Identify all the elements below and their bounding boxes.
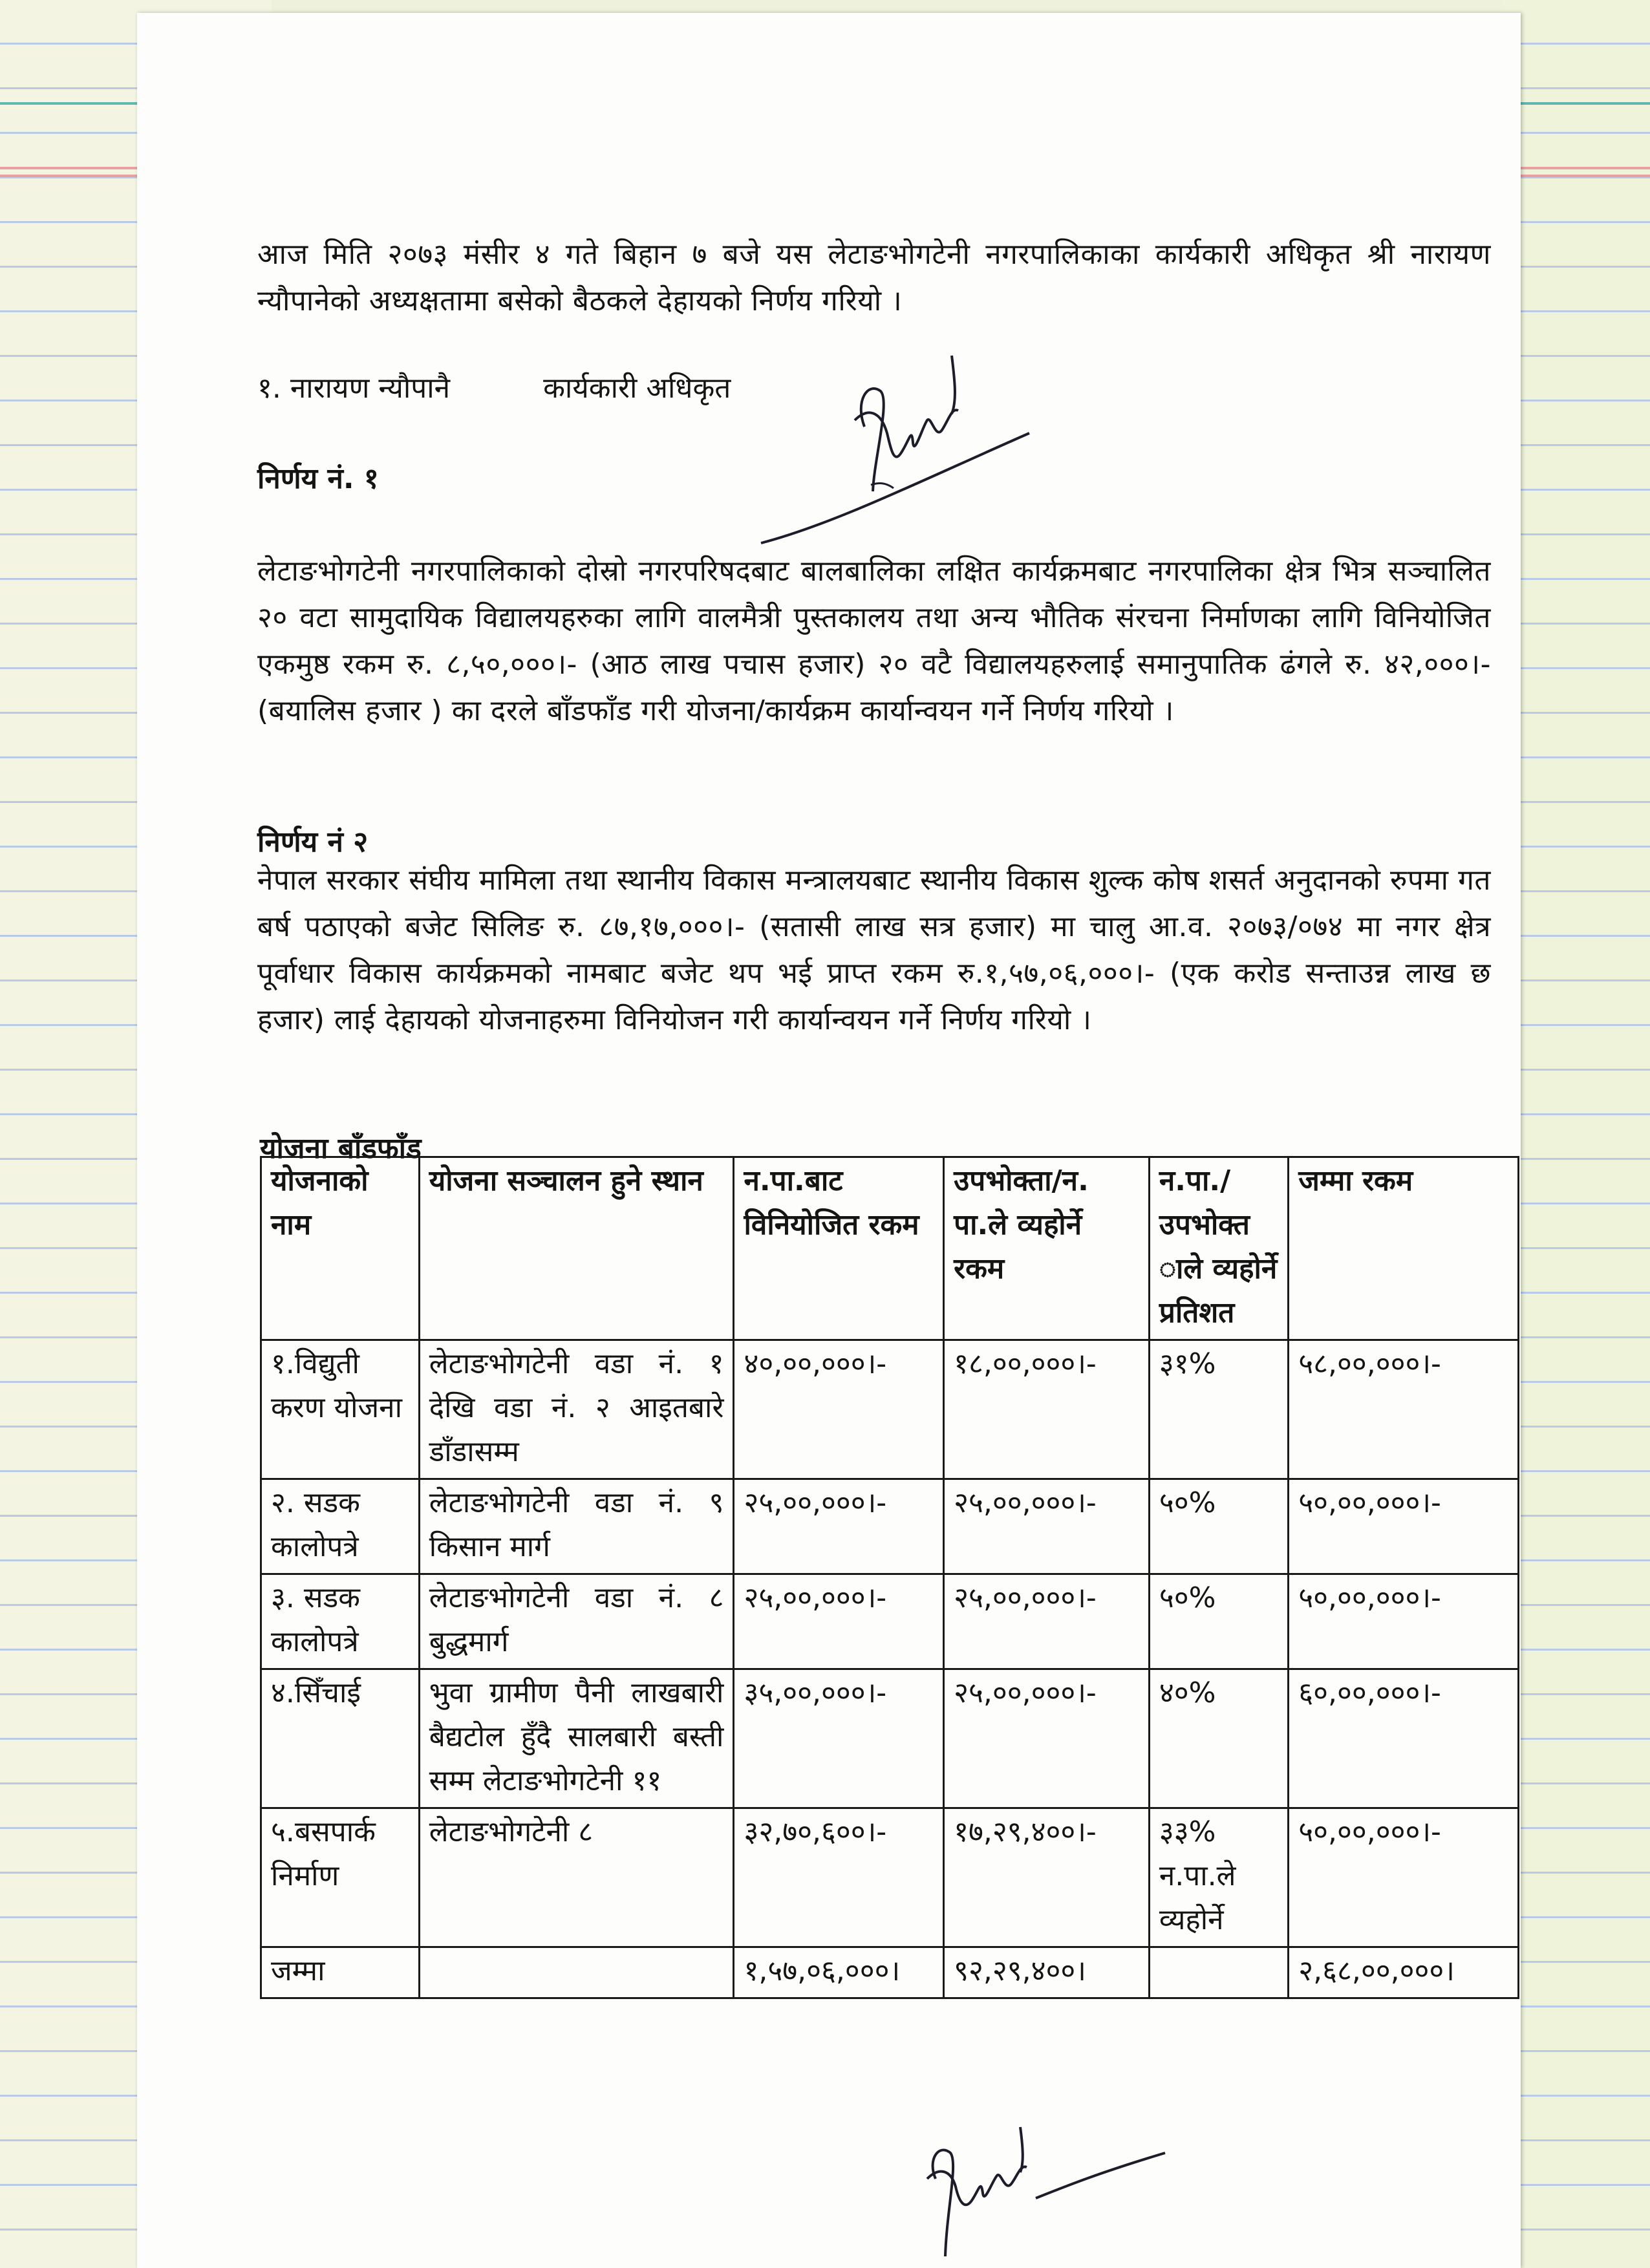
- cell-location: [419, 1947, 734, 1998]
- underlying-ruled-page-right: [1501, 0, 1650, 2268]
- cell-total-amount: ५८,००,०००।-: [1289, 1340, 1519, 1479]
- cell-percentage: ३३% न.पा.ले व्यहोर्ने: [1149, 1808, 1288, 1947]
- cell-municipality-amount: २५,००,०००।-: [734, 1574, 944, 1669]
- attendee-line: [257, 367, 731, 406]
- cell-percentage: [1149, 1947, 1288, 1998]
- cell-municipality-amount: १,५७,०६,०००।: [734, 1947, 944, 1998]
- cell-consumer-amount: २५,००,०००।-: [944, 1479, 1150, 1574]
- decision-2-body: नेपाल सरकार संघीय मामिला तथा स्थानीय विकास मन्त्रालयबाट स्थानीय विकास शुल्क कोष शसर्त अनुदानको रुपमा गत बर्ष पठाएको बजेट सिलिङ रु. ८७,१७,०००।- (सतासी लाख सत्र हजार) मा चालु आ.व. २०७३/०७४ मा नगर क्षेत्र पूर्वाधार विकास कार्यक्रमको नामबाट बजेट थप भई प्राप्त रकम रु.१,५७,०६,०००।- (एक करोड सन्ताउन्न लाख छ हजार) लाई देहायको योजनाहरुमा विनियोजन गरी कार्यान्वयन गर्ने निर्णय गरियो ।: [257, 864, 1491, 1036]
- table-row: [261, 1574, 1519, 1669]
- header-consumer-amount: उपभोक्ता/न. पा.ले व्यहोर्ने रकम: [944, 1157, 1150, 1340]
- cell-plan-name: ४.सिँचाई: [261, 1669, 420, 1808]
- cell-total-amount: ५०,००,०००।-: [1289, 1808, 1519, 1947]
- document-sheet: [137, 13, 1521, 2268]
- cell-consumer-amount: २५,००,०००।-: [944, 1669, 1150, 1808]
- attendee-name: १. नारायण न्यौपानै: [257, 372, 451, 405]
- signature-top: [758, 330, 1042, 550]
- header-plan-name: योजनाको नाम: [261, 1157, 420, 1340]
- cell-percentage: ५०%: [1149, 1574, 1288, 1669]
- cell-percentage: ४०%: [1149, 1669, 1288, 1808]
- intro-paragraph: आज मिति २०७३ मंसीर ४ गते बिहान ७ बजे यस लेटाङभोगटेनी नगरपालिकाका कार्यकारी अधिकृत श्री नारायण न्यौपानेको अध्यक्षतामा बसेको बैठकले देहायको निर्णय गरियो ।: [257, 238, 1491, 317]
- cell-consumer-amount: ९२,२९,४००।: [944, 1947, 1150, 1998]
- cell-total-label: जम्मा: [261, 1947, 420, 1998]
- header-location: योजना सञ्चालन हुने स्थान: [419, 1157, 734, 1340]
- cell-location: लेटाङभोगटेनी वडा नं. ९ किसान मार्ग: [419, 1479, 734, 1574]
- table-total-row: [261, 1947, 1519, 1998]
- cell-percentage: ३१%: [1149, 1340, 1288, 1479]
- allocation-table: [260, 1156, 1519, 1999]
- cell-location: भुवा ग्रामीण पैनी लाखबारी बैद्यटोल हुँदै सालबारी बस्ती सम्म लेटाङभोगटेनी ११: [419, 1669, 734, 1808]
- attendee-role: कार्यकारी अधिकृत: [543, 372, 731, 405]
- cell-consumer-amount: २५,००,०००।-: [944, 1574, 1150, 1669]
- table-row: [261, 1669, 1519, 1808]
- cell-plan-name: २. सडक कालोपत्रे: [261, 1479, 420, 1574]
- table-title: योजना बाँडफाँड: [260, 1132, 422, 1165]
- cell-total-amount: ५०,००,०००।-: [1289, 1479, 1519, 1574]
- header-total-amount: जम्मा रकम: [1289, 1157, 1519, 1340]
- cell-total-amount: ६०,००,०००।-: [1289, 1669, 1519, 1808]
- cell-location: लेटाङभोगटेनी वडा नं. ८ बुद्धमार्ग: [419, 1574, 734, 1669]
- header-percentage: न.पा./ उपभोक्त ाले व्यहोर्ने प्रतिशत: [1149, 1157, 1288, 1340]
- cell-location: लेटाङभोगटेनी ८: [419, 1808, 734, 1947]
- cell-plan-name: ५.बसपार्क निर्माण: [261, 1808, 420, 1947]
- cell-municipality-amount: ४०,००,०००।-: [734, 1340, 944, 1479]
- table-header-row: [261, 1157, 1519, 1340]
- decision-1-body: लेटाङभोगटेनी नगरपालिकाको दोस्रो नगरपरिषदबाट बालबालिका लक्षित कार्यक्रमबाट नगरपालिका क्षेत्र भित्र सञ्चालित २० वटा सामुदायिक विद्यालयहरुका लागि वालमैत्री पुस्तकालय तथा अन्य भौतिक संरचना निर्माणका लागि विनियोजित एकमुष्ठ रकम रु. ८,५०,०००।- (आठ लाख पचास हजार) २० वटै विद्यालयहरुलाई समानुपातिक ढंगले रु. ४२,०००।- (बयालिस हजार ) का दरले बाँडफाँड गरी योजना/कार्यक्रम कार्यान्वयन गर्ने निर्णय गरियो ।: [257, 555, 1491, 727]
- decision-2-heading: निर्णय नं २: [257, 826, 369, 859]
- cell-municipality-amount: २५,००,०००।-: [734, 1479, 944, 1574]
- table-row: [261, 1340, 1519, 1479]
- header-municipality-amount: न.पा.बाट विनियोजित रकम: [734, 1157, 944, 1340]
- cell-municipality-amount: ३५,००,०००।-: [734, 1669, 944, 1808]
- cell-percentage: ५०%: [1149, 1479, 1288, 1574]
- cell-plan-name: ३. सडक कालोपत्रे: [261, 1574, 420, 1669]
- cell-location: लेटाङभोगटेनी वडा नं. १ देखि वडा नं. २ आइतबारे डाँडासम्म: [419, 1340, 734, 1479]
- cell-total-amount: २,६८,००,०००।: [1289, 1947, 1519, 1998]
- cell-total-amount: ५०,००,०००।-: [1289, 1574, 1519, 1669]
- cell-consumer-amount: १८,००,०००।-: [944, 1340, 1150, 1479]
- cell-consumer-amount: १७,२९,४००।-: [944, 1808, 1150, 1947]
- cell-municipality-amount: ३२,७०,६००।-: [734, 1808, 944, 1947]
- signature-bottom: [874, 2108, 1172, 2263]
- table-row: [261, 1479, 1519, 1574]
- cell-plan-name: १.विद्युती करण योजना: [261, 1340, 420, 1479]
- table-row: [261, 1808, 1519, 1947]
- decision-1-heading: निर्णय नं. १: [257, 462, 379, 495]
